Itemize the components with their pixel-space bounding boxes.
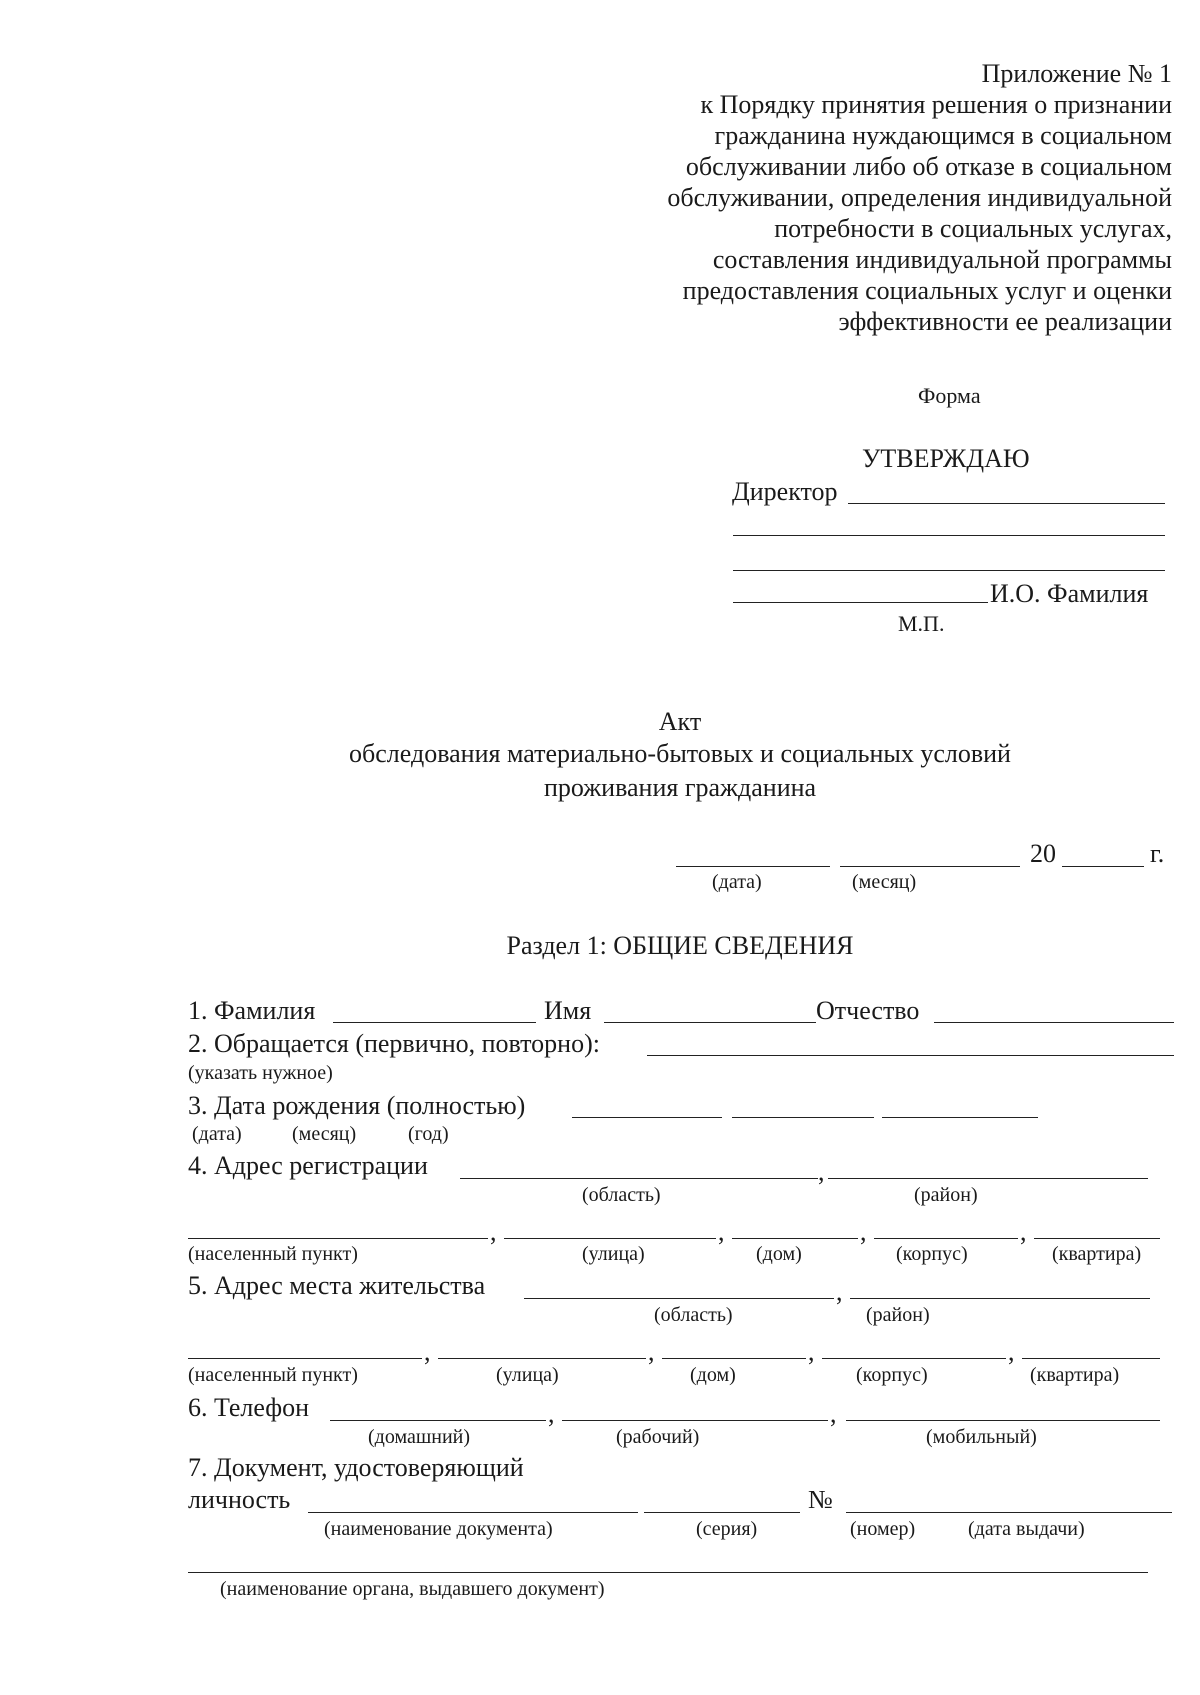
document-subtitle-2: проживания гражданина	[543, 773, 817, 802]
comma: ,	[860, 1217, 867, 1246]
phone-work-field[interactable]	[562, 1420, 828, 1421]
residence-district-field[interactable]	[850, 1298, 1150, 1299]
appendix-line: гражданина нуждающимся в социальном	[714, 121, 1172, 150]
appendix-line: обслуживании, определения индивидуальной	[667, 183, 1172, 212]
comma: ,	[808, 1337, 815, 1366]
residence-apartment-field[interactable]	[1022, 1358, 1160, 1359]
doc-number-caption: (номер)	[850, 1518, 916, 1540]
doc-series-field[interactable]	[644, 1512, 800, 1513]
residence-settlement-caption: (населенный пункт)	[188, 1364, 358, 1386]
comma: ,	[424, 1337, 431, 1366]
form-label: Форма	[918, 383, 981, 408]
appendix-line: составления индивидуальной программы	[712, 245, 1172, 274]
registration-region-caption: (область)	[582, 1184, 661, 1206]
surname-field[interactable]	[333, 1022, 536, 1023]
director-line-2[interactable]	[733, 535, 1165, 536]
comma: ,	[1008, 1337, 1015, 1366]
phone-mobile-caption: (мобильный)	[926, 1426, 1037, 1448]
comma: ,	[830, 1399, 837, 1428]
year-prefix: 20	[1030, 839, 1056, 868]
document-title: Акт	[658, 707, 702, 736]
doc-issue-date-caption: (дата выдачи)	[968, 1518, 1085, 1540]
phone-label: 6. Телефон	[188, 1393, 310, 1422]
phone-mobile-field[interactable]	[846, 1420, 1160, 1421]
registration-district-caption: (район)	[914, 1184, 978, 1206]
registration-building-field[interactable]	[874, 1238, 1018, 1239]
signature-line[interactable]	[733, 602, 988, 603]
appendix-header	[500, 58, 1172, 337]
signature-name: И.О. Фамилия	[990, 579, 1149, 608]
residence-region-caption: (область)	[654, 1304, 733, 1326]
registration-apartment-caption: (квартира)	[1052, 1243, 1142, 1265]
doc-name-caption: (наименование документа)	[324, 1518, 553, 1540]
date-day-field[interactable]	[676, 866, 830, 867]
appeal-hint: (указать нужное)	[188, 1062, 333, 1084]
approval-heading: УТВЕРЖДАЮ	[862, 444, 1030, 473]
month-caption: (месяц)	[852, 871, 917, 893]
registration-street-field[interactable]	[504, 1238, 716, 1239]
residence-apartment-caption: (квартира)	[1030, 1364, 1120, 1386]
comma: ,	[836, 1277, 843, 1306]
residence-house-field[interactable]	[662, 1358, 806, 1359]
registration-district-field[interactable]	[828, 1178, 1148, 1179]
residence-label: 5. Адрес места жительства	[188, 1271, 486, 1300]
comma: ,	[648, 1337, 655, 1366]
doc-series-caption: (серия)	[696, 1518, 758, 1540]
patronymic-label: Отчество	[816, 996, 920, 1025]
registration-region-field[interactable]	[460, 1178, 818, 1179]
birthdate-day-caption: (дата)	[192, 1123, 242, 1145]
id-document-label: 7. Документ, удостоверяющий	[188, 1453, 524, 1482]
registration-building-caption: (корпус)	[896, 1243, 968, 1265]
appendix-line: предоставления социальных услуг и оценки	[682, 276, 1172, 305]
appendix-line: обслуживании либо об отказе в социальном	[685, 152, 1172, 181]
section-title: Раздел 1: ОБЩИЕ СВЕДЕНИЯ	[506, 931, 854, 960]
appeal-field[interactable]	[647, 1055, 1174, 1056]
document-subtitle: обследования материально-бытовых и социальных условий	[349, 739, 1011, 768]
surname-label: 1. Фамилия	[188, 996, 316, 1025]
residence-street-caption: (улица)	[496, 1364, 559, 1386]
registration-apartment-field[interactable]	[1034, 1238, 1160, 1239]
registration-street-caption: (улица)	[582, 1243, 645, 1265]
doc-name-field[interactable]	[308, 1512, 638, 1513]
residence-settlement-field[interactable]	[188, 1358, 422, 1359]
patronymic-field[interactable]	[934, 1022, 1174, 1023]
comma: ,	[548, 1399, 555, 1428]
appeal-label: 2. Обращается (первично, повторно):	[188, 1029, 600, 1058]
issuer-field[interactable]	[188, 1572, 1148, 1573]
director-label: Директор	[732, 477, 838, 506]
comma: ,	[818, 1157, 825, 1186]
comma: ,	[1020, 1217, 1027, 1246]
appendix-line: к Порядку принятия решения о признании	[700, 90, 1172, 119]
birthdate-year-caption: (год)	[408, 1123, 449, 1145]
registration-settlement-field[interactable]	[188, 1238, 488, 1239]
phone-home-field[interactable]	[330, 1420, 546, 1421]
registration-settlement-caption: (населенный пункт)	[188, 1243, 358, 1265]
comma: ,	[490, 1217, 497, 1246]
birthdate-label: 3. Дата рождения (полностью)	[188, 1091, 526, 1120]
director-line-3[interactable]	[733, 570, 1165, 571]
year-suffix: г.	[1150, 839, 1165, 868]
phone-home-caption: (домашний)	[368, 1426, 471, 1448]
number-sign: №	[808, 1485, 833, 1514]
residence-street-field[interactable]	[438, 1358, 646, 1359]
doc-number-field[interactable]	[846, 1512, 1172, 1513]
birthdate-day-field[interactable]	[572, 1117, 722, 1118]
birthdate-month-caption: (месяц)	[292, 1123, 357, 1145]
birthdate-month-field[interactable]	[732, 1117, 874, 1118]
date-caption: (дата)	[712, 871, 762, 893]
registration-house-field[interactable]	[732, 1238, 858, 1239]
residence-district-caption: (район)	[866, 1304, 930, 1326]
residence-building-field[interactable]	[822, 1358, 1006, 1359]
date-year-field[interactable]	[1062, 866, 1144, 867]
residence-region-field[interactable]	[524, 1298, 834, 1299]
appendix-line: эффективности ее реализации	[838, 307, 1172, 336]
name-field[interactable]	[604, 1022, 816, 1023]
appendix-line: потребности в социальных услугах,	[774, 214, 1172, 243]
birthdate-year-field[interactable]	[882, 1117, 1038, 1118]
name-label: Имя	[544, 996, 592, 1025]
stamp-label: М.П.	[898, 611, 945, 636]
appendix-number: Приложение № 1	[981, 59, 1172, 88]
residence-building-caption: (корпус)	[856, 1364, 928, 1386]
issuer-caption: (наименование органа, выдавшего документ)	[220, 1578, 605, 1600]
id-document-label-2: личность	[188, 1485, 291, 1514]
comma: ,	[718, 1217, 725, 1246]
phone-work-caption: (рабочий)	[616, 1426, 700, 1448]
registration-house-caption: (дом)	[756, 1243, 802, 1265]
date-month-field[interactable]	[840, 866, 1020, 867]
residence-house-caption: (дом)	[690, 1364, 736, 1386]
director-line[interactable]	[848, 503, 1165, 504]
registration-label: 4. Адрес регистрации	[188, 1151, 428, 1180]
